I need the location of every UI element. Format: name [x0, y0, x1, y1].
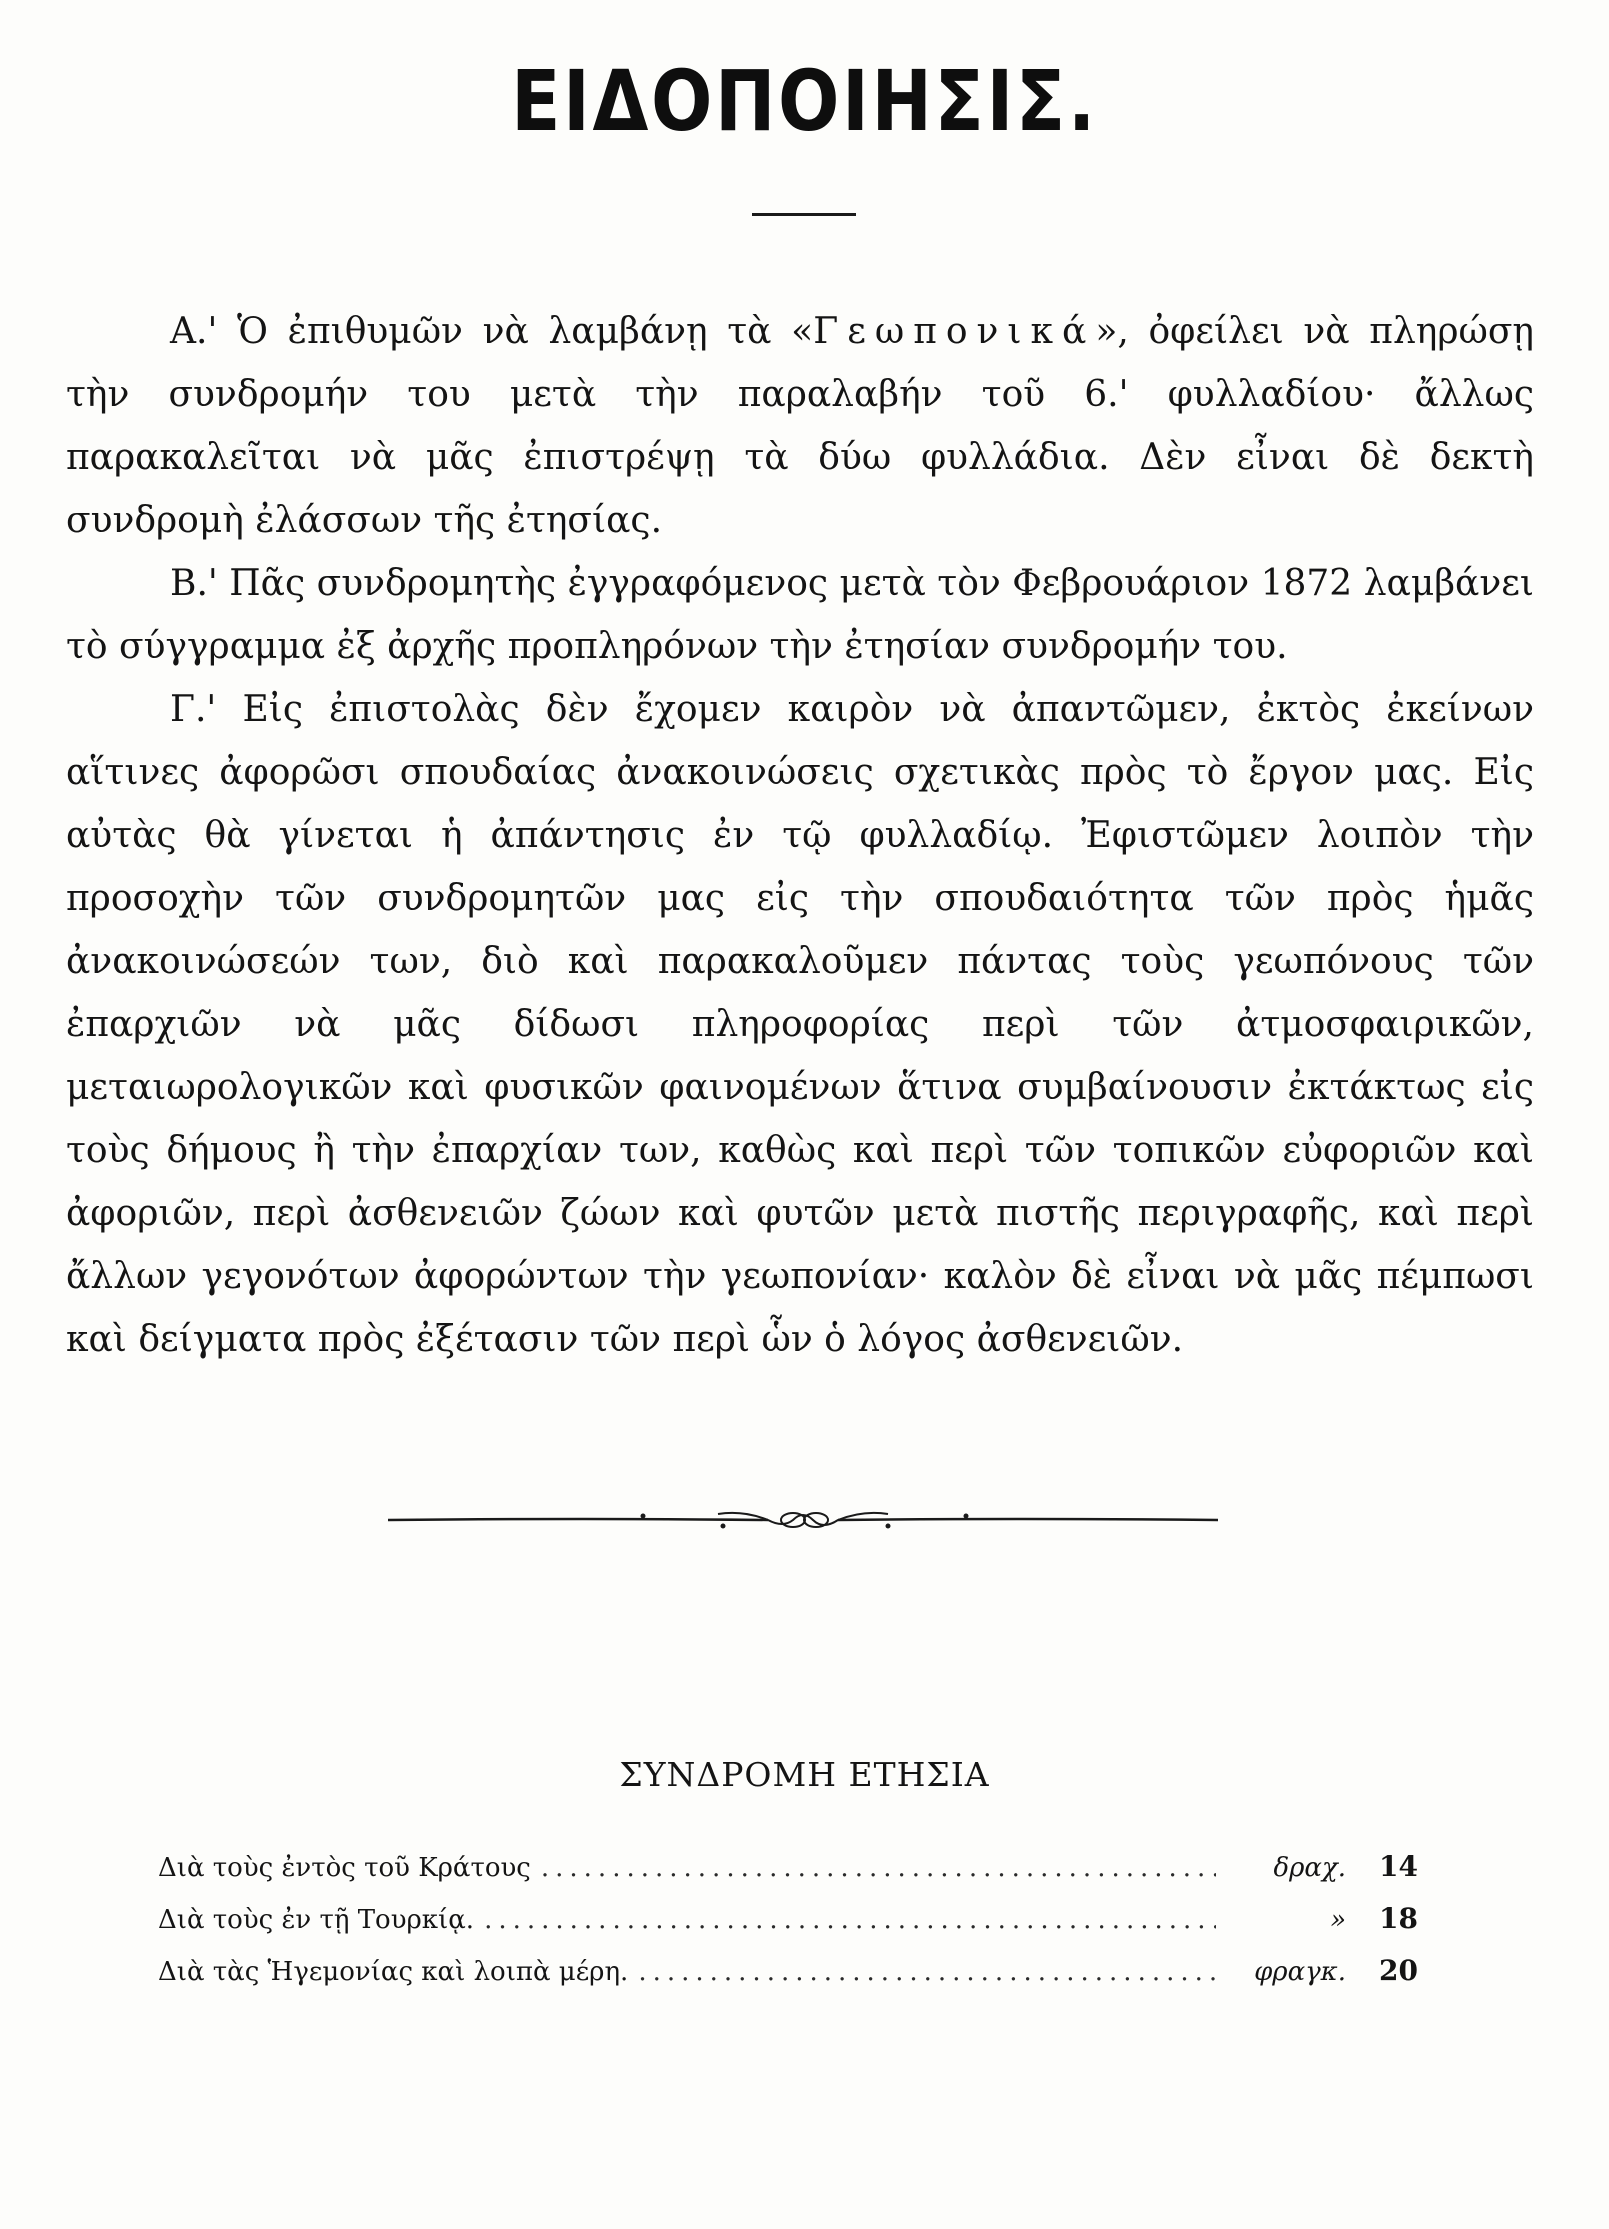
paragraph-a-text-1: Ὁ ἐπιθυμῶν νὰ λαμβάνῃ τὰ « [217, 311, 814, 352]
paragraph-b-text: Πᾶς συνδρομητὴς ἐγγραφόμενος μετὰ τὸν Φεβρουάριον 1872 λαμβάνει τὸ σύγγραμμα ἐξ ἀρχῆς προπληρόνων τὴν ἐτησίαν συνδρομήν του. [66, 563, 1534, 667]
rate-label: Διὰ τοὺς ἐντὸς τοῦ Κράτους [158, 1853, 531, 1883]
subscription-title: ΣΥΝΔΡΟΜΗ ΕΤΗΣΙΑ [619, 1755, 990, 1794]
rate-unit: » [1330, 1905, 1346, 1935]
dot-leader [638, 1957, 1216, 1987]
rate-value: 14 [1379, 1850, 1418, 1883]
rate-row [158, 1954, 1418, 2006]
dot-leader [484, 1905, 1216, 1935]
rate-unit: δραχ. [1273, 1853, 1346, 1883]
rate-label: Διὰ τὰς Ἡγεμονίας καὶ λοιπὰ μέρη. [158, 1957, 629, 1987]
subscription-rates [158, 1850, 1418, 2006]
paragraph-a-label: Α.' [170, 311, 218, 352]
notice-body [66, 300, 1534, 1371]
paragraph-a-text-2: », ὀφείλει νὰ πληρώσῃ τὴν συνδρομήν του μετὰ τὴν παραλαβήν τοῦ 6.' φυλλαδίου· ἄλλως παρακαλεῖται νὰ μᾶς ἐπιστρέψῃ τὰ δύω φυλλάδια. Δὲν εἶναι δὲ δεκτὴ συνδρομὴ ἐλάσσων τῆς ἐτησίας. [66, 311, 1535, 541]
paragraph-c-label: Γ.' [170, 689, 217, 730]
title-rule [752, 213, 856, 216]
rate-unit: φραγκ. [1254, 1957, 1346, 1987]
page-title: ΕΙΔΟΠΟΙΗΣΙΣ. [511, 52, 1098, 150]
notice-paragraph-b [66, 552, 1534, 678]
decorative-ornament [388, 1500, 1218, 1540]
notice-paragraph-c [66, 678, 1534, 1371]
rate-row [158, 1902, 1418, 1954]
paragraph-c-text: Εἰς ἐπιστολὰς δὲν ἔχομεν καιρὸν νὰ ἀπαντῶμεν, ἐκτὸς ἐκείνων αἵτινες ἀφορῶσι σπουδαίας ἀνακοινώσεις σχετικὰς πρὸς τὸ ἔργον μας. Εἰς αὐτὰς θὰ γίνεται ἡ ἀπάντησις ἐν τῷ φυλλαδίῳ. Ἐφιστῶμεν λοιπὸν τὴν προσοχὴν τῶν συνδρομητῶν μας εἰς τὴν σπουδαιότητα τῶν πρὸς ἡμᾶς ἀνακοινώσεών των, διὸ καὶ παρακαλοῦμεν πάντας τοὺς γεωπόνους τῶν ἐπαρχιῶν νὰ μᾶς δίδωσι πληροφορίας περὶ τῶν ἀτμοσφαιρικῶν, μεταιωρολογικῶν καὶ φυσικῶν φαινομένων ἅτινα συμβαίνουσιν ἐκτάκτως εἰς τοὺς δήμους ἢ τὴν ἐπαρχίαν των, καθὼς καὶ περὶ τῶν τοπικῶν εὐφοριῶν καὶ ἀφοριῶν, περὶ ἀσθενειῶν ζώων καὶ φυτῶν μετὰ πιστῆς περιγραφῆς, καὶ περὶ ἄλλων γεγονότων ἀφορώντων τὴν γεωπονίαν· καλὸν δὲ εἶναι νὰ μᾶς πέμπωσι καὶ δείγματα πρὸς ἐξέτασιν τῶν περὶ ὧν ὁ λόγος ἀσθενειῶν. [66, 689, 1534, 1360]
magazine-name: Γεωπονικά [813, 311, 1096, 352]
rate-value: 18 [1379, 1902, 1418, 1935]
paragraph-b-label: Β.' [170, 563, 218, 604]
dot-leader [541, 1853, 1216, 1883]
notice-paragraph-a [66, 300, 1534, 552]
rate-row [158, 1850, 1418, 1902]
rate-value: 20 [1379, 1954, 1418, 1987]
rate-label: Διὰ τοὺς ἐν τῇ Τουρκίᾳ. [158, 1905, 475, 1935]
